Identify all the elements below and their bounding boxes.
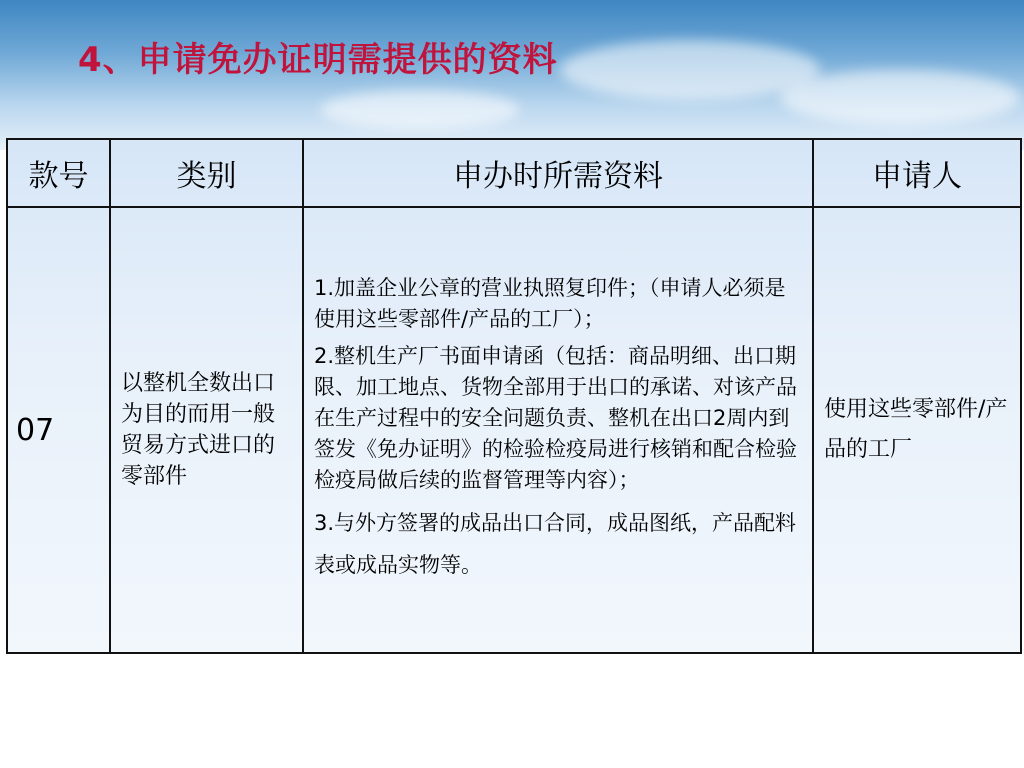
header-applicant: 申请人	[813, 139, 1021, 207]
cell-category: 以整机全数出口为目的而用一般贸易方式进口的零部件	[110, 207, 303, 653]
cloud-decoration	[560, 40, 820, 100]
table-row	[7, 207, 1021, 653]
header-materials: 申办时所需资料	[303, 139, 813, 207]
material-item: 1.加盖企业公章的营业执照复印件；（申请人必须是使用这些零部件/产品的工厂）；	[314, 275, 786, 331]
cell-applicant: 使用这些零部件/产品的工厂	[813, 207, 1021, 653]
cloud-decoration	[320, 90, 520, 130]
material-item: 3.与外方签署的成品出口合同，成品图纸，产品配料表或成品实物等。	[314, 510, 797, 577]
cloud-decoration	[780, 70, 1020, 125]
header-code: 款号	[7, 139, 110, 207]
slide-title: 4、申请免办证明需提供的资料	[78, 40, 558, 80]
header-category: 类别	[110, 139, 303, 207]
cell-code: 07	[7, 207, 110, 653]
table-header-row	[7, 139, 1021, 207]
cell-materials	[303, 207, 813, 653]
requirements-table	[6, 138, 1022, 654]
material-item: 2.整机生产厂书面申请函（包括：商品明细、出口期限、加工地点、货物全部用于出口的承诺、对该产品在生产过程中的安全问题负责、整机在出口2周内到签发《免办证明》的检验检疫局进行核销和配合检验检疫局做后续的监督管理等内容）；	[314, 343, 797, 492]
